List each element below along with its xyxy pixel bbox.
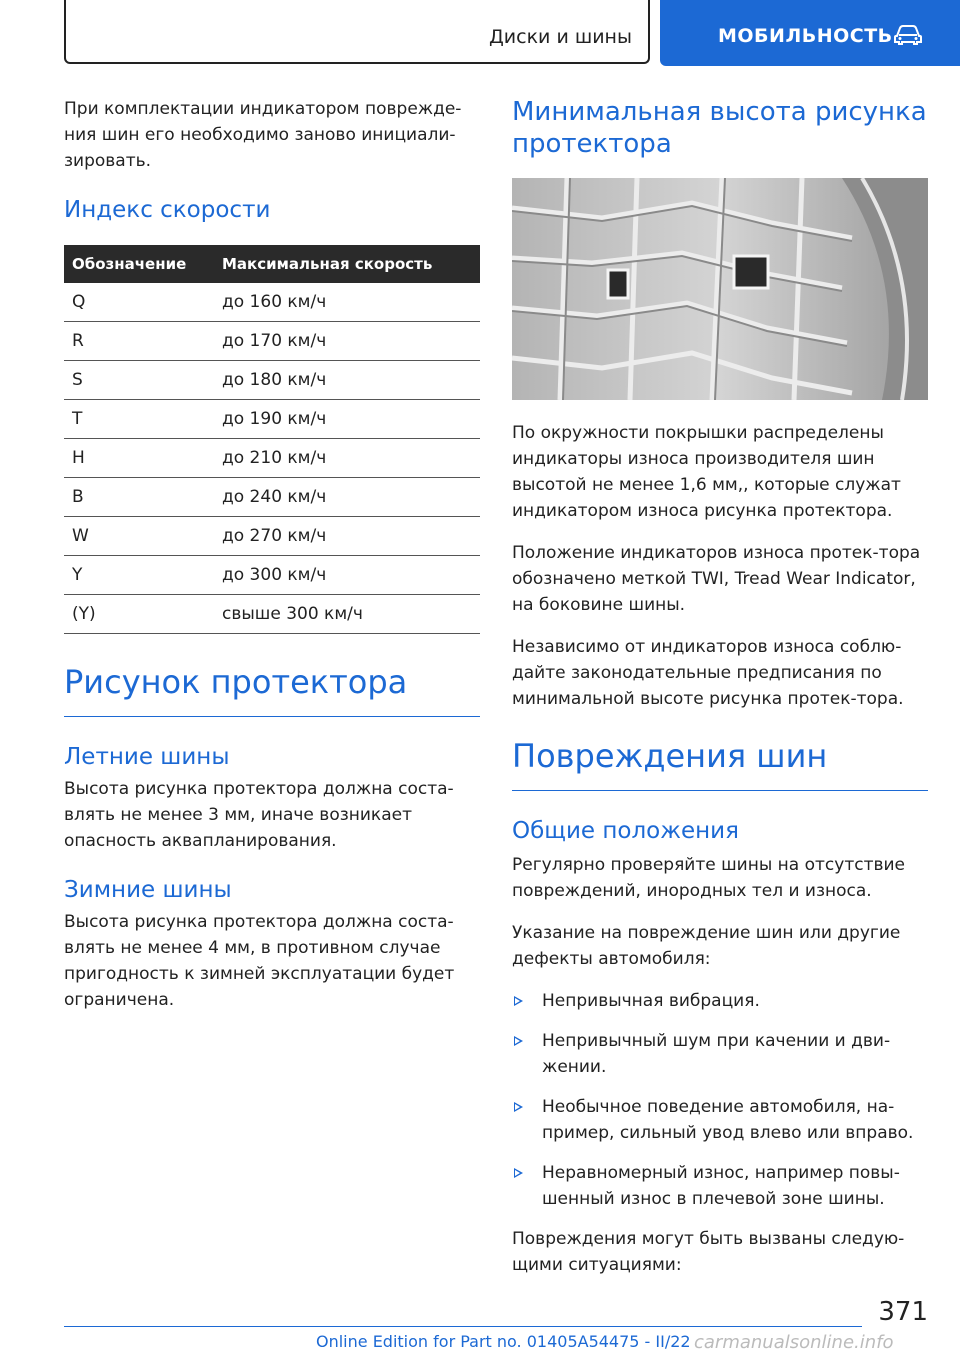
speed-code: Y xyxy=(64,556,214,595)
list-item xyxy=(512,1160,928,1212)
table-row xyxy=(64,400,480,439)
speed-value: до 240 км/ч xyxy=(214,478,480,517)
damage-signs-intro: Указание на повреждение шин или другие дефекты автомобиля: xyxy=(512,923,901,969)
speed-code: W xyxy=(64,517,214,556)
wear-indicators-text: По окружности покрышки распределены индикаторы износа производителя шин высотой не менее 1,6 мм,, которые служат индикатором износа рисунка протектора. xyxy=(512,423,901,521)
page-number: 371 xyxy=(878,1297,928,1327)
summer-tires-text: Высота рисунка протектора должна соста-влять не менее 3 мм, иначе возникает опасность аквапланирования. xyxy=(64,779,454,851)
list-item xyxy=(512,1028,928,1080)
damage-signs-list xyxy=(512,988,928,1212)
speed-code: H xyxy=(64,439,214,478)
section-title: Диски и шины xyxy=(488,26,632,48)
speed-index-title: Индекс скорости xyxy=(64,197,271,223)
edition-footer: Online Edition for Part no. 01405A54475 - II/22 xyxy=(316,1332,691,1351)
speed-code: (Y) xyxy=(64,595,214,634)
right-column xyxy=(512,96,928,1294)
intro-text: При комплектации индикатором поврежде-ния шин его необходимо заново инициали-зировать. xyxy=(64,99,462,171)
table-row xyxy=(64,478,480,517)
speed-code: R xyxy=(64,322,214,361)
list-item-text: Непривычная вибрация. xyxy=(542,991,760,1011)
winter-tires-text: Высота рисунка протектора должна соста-влять не менее 4 мм, в противном случае пригодность к зимней эксплуатации будет ограничена. xyxy=(64,912,455,1010)
car-icon xyxy=(893,24,923,46)
tread-pattern-heading: Рисунок протектора xyxy=(64,662,480,717)
legal-requirements-text: Независимо от индикаторов износа соблю-дайте законодательные предписания по минимальной высоте рисунка протек-тора. xyxy=(512,637,904,709)
min-tread-depth-heading: Минимальная высота рисунка протектора xyxy=(512,97,927,159)
winter-tires-heading: Зимние шины xyxy=(64,877,232,903)
bullet-triangle-icon xyxy=(514,996,523,1006)
speed-value: до 160 км/ч xyxy=(214,283,480,322)
chapter-tab xyxy=(660,0,960,66)
section-tab xyxy=(64,0,650,64)
speed-value: до 300 км/ч xyxy=(214,556,480,595)
damage-causes-text: Повреждения могут быть вызваны следую-щими ситуациями: xyxy=(512,1229,905,1275)
table-header-row xyxy=(64,245,480,283)
summer-tires-heading: Летние шины xyxy=(64,744,230,770)
list-item xyxy=(512,1094,928,1146)
speed-code: T xyxy=(64,400,214,439)
page-header xyxy=(0,0,960,66)
table-row xyxy=(64,322,480,361)
bullet-triangle-icon xyxy=(514,1102,523,1112)
table-row xyxy=(64,361,480,400)
column-header-code: Обозначение xyxy=(64,245,214,283)
table-row xyxy=(64,439,480,478)
speed-code: S xyxy=(64,361,214,400)
left-column xyxy=(64,96,480,1029)
table-row xyxy=(64,283,480,322)
bullet-triangle-icon xyxy=(514,1168,523,1178)
general-heading: Общие положения xyxy=(512,818,739,844)
speed-value: до 180 км/ч xyxy=(214,361,480,400)
watermark: carmanualsonline.info xyxy=(694,1332,894,1353)
list-item-text: Неравномерный износ, например повы-шенный износ в плечевой зоне шины. xyxy=(542,1163,900,1209)
inspection-text: Регулярно проверяйте шины на отсутствие повреждений, инородных тел и износа. xyxy=(512,855,905,901)
speed-value: до 190 км/ч xyxy=(214,400,480,439)
twi-position-text: Положение индикаторов износа протек-тора обозначено меткой TWI, Tread Wear Indicator, на боковине шины. xyxy=(512,543,921,615)
speed-value: свыше 300 км/ч xyxy=(214,595,480,634)
table-row xyxy=(64,595,480,634)
table-row xyxy=(64,556,480,595)
chapter-title: МОБИЛЬНОСТЬ xyxy=(718,25,893,47)
list-item-text: Непривычный шум при качении и дви-жении. xyxy=(542,1031,891,1077)
tire-damage-heading: Повреждения шин xyxy=(512,736,928,791)
bullet-triangle-icon xyxy=(514,1036,523,1046)
tread-wear-indicator-photo xyxy=(512,178,928,400)
speed-value: до 210 км/ч xyxy=(214,439,480,478)
speed-code: B xyxy=(64,478,214,517)
list-item xyxy=(512,988,928,1014)
table-row xyxy=(64,517,480,556)
speed-value: до 270 км/ч xyxy=(214,517,480,556)
footer-divider xyxy=(64,1326,862,1327)
speed-index-table xyxy=(64,245,480,634)
speed-code: Q xyxy=(64,283,214,322)
speed-value: до 170 км/ч xyxy=(214,322,480,361)
column-header-speed: Максимальная скорость xyxy=(214,245,480,283)
list-item-text: Необычное поведение автомобиля, на-пример, сильный увод влево или вправо. xyxy=(542,1097,914,1143)
